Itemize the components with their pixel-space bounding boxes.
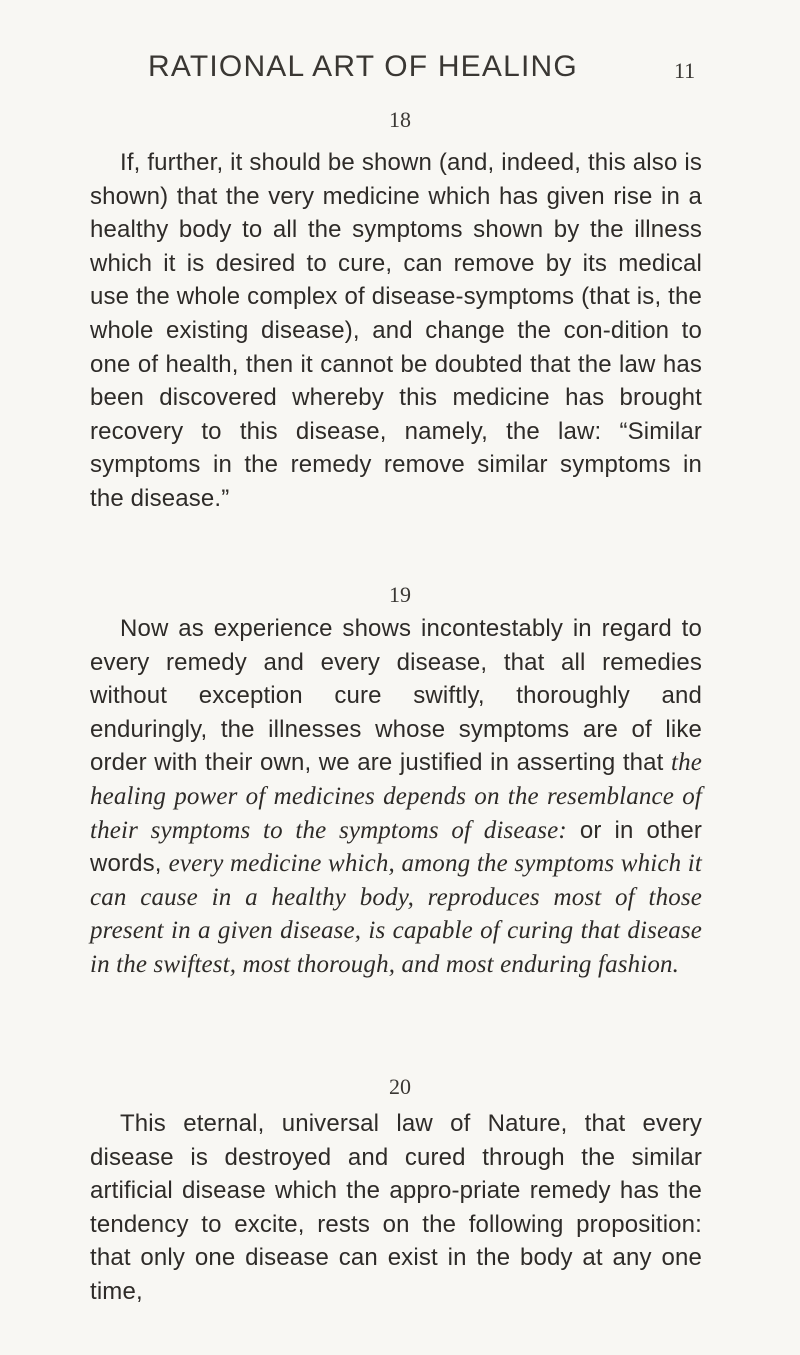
paragraph-18: If, further, it should be shown (and, indeed, this also is shown) that the very medicine which has given rise in a healthy body to all the symptoms shown by the illness which it is desired to cure, can remove by its medical use the whole complex of disease-symptoms (that is, the whole existing disease), and change the con-dition to one of health, then it cannot be doubted that the law has been discovered whereby this medicine has brought recovery to this disease, namely, the law: “Similar symptoms in the remedy remove similar symptoms in the disease.”: [90, 149, 702, 512]
section-number-18: 18: [389, 107, 411, 132]
section-number-19: 19: [389, 582, 411, 607]
paragraph-19: [90, 612, 702, 982]
paragraph-19-text-b: or in other words,: [90, 816, 702, 878]
paragraph-20: This eternal, universal law of Nature, that every disease is destroyed and cured through the similar artificial disease which the appro-priate remedy has the tendency to excite, rests on the following proposition: that only one disease can exist in the body at any one time,: [90, 1110, 702, 1305]
paragraph-19-italic-b: every medicine which, among the symptoms which it can cause in a healthy body, reproduces most of those present in a given disease, is capable of curing that disease in the swiftest, most thorough, and most enduring fashion.: [90, 850, 702, 978]
page-number: 11: [674, 58, 696, 83]
paragraph-19-text-a: Now as experience shows incontestably in regard to every remedy and every disease, that all remedies without exception cure swiftly, thoroughly and enduringly, the illnesses whose symptoms are of like order with their own, we are justified in asserting that: [90, 615, 702, 777]
section-number-20: 20: [389, 1074, 411, 1099]
running-head-title: RATIONAL ART OF HEALING: [148, 50, 578, 83]
paragraph-19-italic-a: the healing power of medicines depends on the resemblance of their symptoms to the symptoms of disease:: [90, 749, 702, 844]
